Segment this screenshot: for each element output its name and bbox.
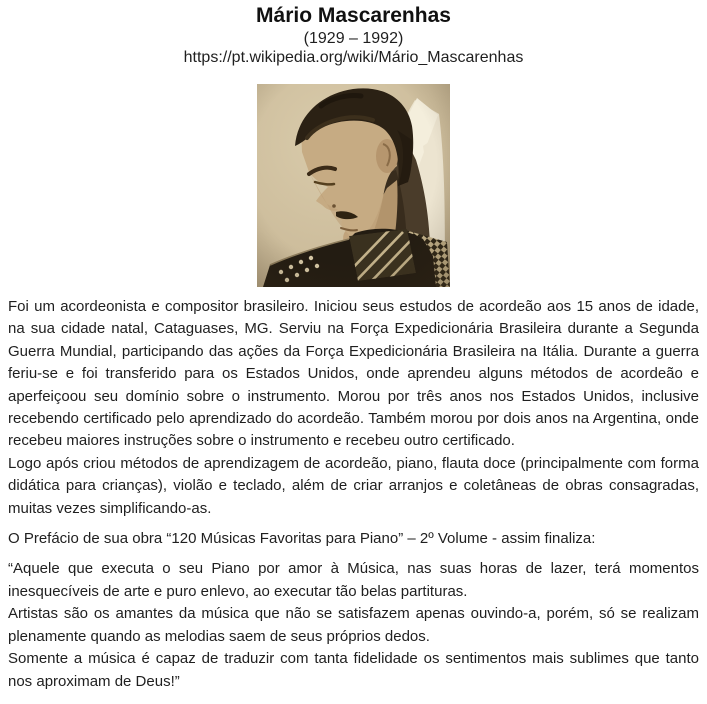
document-header	[8, 4, 699, 67]
page-title: Mário Mascarenhas	[256, 4, 451, 27]
wikipedia-url: https://pt.wikipedia.org/wiki/Mário_Mascarenhas	[183, 49, 524, 66]
portrait-photo	[257, 84, 450, 287]
paragraph-preface-intro: O Prefácio de sua obra “120 Músicas Favoritas para Piano” – 2º Volume - assim finaliza:	[8, 530, 596, 548]
paragraph-quote-2: Artistas são os amantes da música que não se satisfazem apenas ouvindo-a, porém, só se realizam plenamente quando as melodias saem de seus próprios dedos.	[8, 605, 699, 645]
life-years: (1929 – 1992)	[303, 30, 404, 47]
paragraph-quote-3: Somente a música é capaz de traduzir com tanta fidelidade os sentimentos mais sublimes que tanto nos aproximam de Deus!”	[8, 650, 699, 690]
paragraph-biography-1: Foi um acordeonista e compositor brasileiro. Iniciou seus estudos de acordeão aos 15 anos de idade, na sua cidade natal, Cataguases, MG. Serviu na Força Expedicionária Brasileira durante a Segunda Guerra Mundial, participando das ações da Força Expedicionária Brasileira na Itália. Durante a guerra feriu-se e foi transferido para os Estados Unidos, onde aprendeu alguns métodos de acordeão e aperfeiçoou seu domínio sobre o instrumento. Morou por três anos nos Estados Unidos, inclusive recebendo certificado pelo aprendizado do acordeão. Também morou por dois anos na Argentina, onde recebeu maiores instruções sobre o instrumento e recebeu outro certificado.	[8, 298, 699, 450]
portrait-photo-image	[257, 84, 450, 287]
paragraph-biography-2: Logo após criou métodos de aprendizagem de acordeão, piano, flauta doce (principalmente com forma didática para crianças), violão e teclado, além de criar arranjos e coletâneas de obras consagradas, muitas vezes simplificando-as.	[8, 454, 699, 517]
paragraph-quote-1: “Aquele que executa o seu Piano por amor à Música, nas suas horas de lazer, terá momentos inesquecíveis de arte e puro enlevo, ao executar tão belas partituras.	[8, 560, 699, 600]
biography-text	[8, 296, 699, 693]
